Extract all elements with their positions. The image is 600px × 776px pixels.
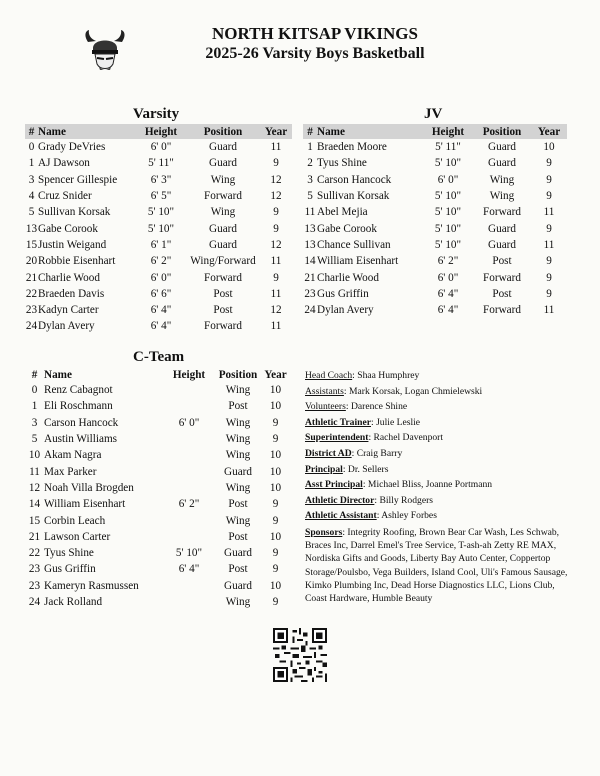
player-number: 5 (307, 190, 313, 203)
table-row (25, 578, 290, 594)
player-position: Post (492, 287, 512, 300)
viking-helmet-logo (82, 28, 128, 72)
staff-value: Shaa Humphrey (357, 370, 420, 381)
player-position: Wing (489, 190, 515, 203)
player-year: 9 (273, 206, 279, 219)
player-number: 0 (31, 384, 38, 397)
player-number: 5 (28, 206, 35, 219)
table-row (25, 496, 290, 512)
player-height (163, 398, 215, 414)
sponsors-block: Sponsors: Integrity Roofing, Brown Bear Car Wash, Les Schwab, Braces Inc, Darrel Emel's Tree Service, T-ash-ah Zetty RE MAX, Nordiska Gifts and Goods, Liberty Bay Auto Center, Coppertop Storage/Poulsbo, Vega Builders, Island Cool, Uli's Famous Sausage, Kimko Plumbing Inc, Dead Horse Diagnostics LLC, Lions Club, Coast Hardware, Humble Beauty (305, 526, 568, 604)
staff-line: Principal: Dr. Sellers (305, 463, 389, 475)
staff-value: Darence Shine (350, 401, 408, 413)
table-row (25, 382, 290, 398)
player-height: 6' 3" (150, 173, 172, 186)
table-row (25, 447, 290, 463)
player-name: AJ Dawson (38, 157, 90, 170)
player-name: Charlie Wood (317, 271, 379, 284)
player-name: Robbie Eisenhart (38, 255, 116, 268)
col-height: Height (136, 124, 186, 139)
col-height: Height (172, 368, 206, 381)
table-row (25, 269, 292, 285)
player-number: 10 (28, 449, 41, 462)
col-number: # (31, 368, 38, 381)
player-number: 0 (28, 141, 35, 154)
player-number: 22 (28, 547, 41, 560)
staff-value: Ashley Forbes (381, 510, 437, 522)
player-year: 10 (269, 400, 282, 413)
player-year: 9 (546, 173, 552, 186)
player-position: Guard (224, 547, 252, 560)
player-height: 6' 4" (150, 320, 172, 333)
table-row (25, 480, 290, 496)
player-name: Dylan Avery (38, 320, 95, 333)
player-name: Tyus Shine (44, 547, 94, 560)
player-year: 11 (543, 206, 555, 219)
player-number: 23 (304, 287, 316, 300)
table-row (303, 237, 567, 253)
player-height: 6' 0" (150, 141, 172, 154)
staff-line: Volunteers: Darence Shine (305, 401, 408, 413)
player-year: 12 (270, 190, 282, 203)
player-height: 6' 0" (437, 173, 459, 186)
player-number: 21 (25, 271, 38, 284)
player-number: 4 (28, 190, 35, 203)
player-year: 9 (272, 498, 279, 511)
player-year: 12 (270, 173, 282, 186)
player-name: Renz Cabagnot (44, 384, 113, 397)
player-position: Forward (204, 190, 242, 203)
player-position: Post (228, 563, 248, 576)
qr-code-icon (273, 627, 327, 683)
table-row (25, 139, 292, 155)
player-year: 11 (543, 304, 555, 317)
player-height: 6' 1" (150, 238, 172, 251)
player-year: 10 (269, 579, 282, 592)
player-position: Guard (224, 579, 252, 592)
col-position: Position (186, 124, 260, 139)
table-row (25, 512, 290, 528)
page-title: NORTH KITSAP VIKINGS (212, 24, 418, 43)
player-height: 5' 10" (175, 547, 203, 560)
player-year: 10 (269, 449, 282, 462)
player-name: Justin Weigand (38, 238, 107, 251)
player-position: Forward (204, 271, 242, 284)
player-name: Jack Rolland (44, 596, 103, 608)
table-row (25, 398, 290, 414)
table-row (25, 594, 290, 610)
player-position: Forward (483, 271, 521, 284)
player-year: 11 (543, 238, 555, 251)
player-year: 9 (546, 271, 552, 284)
player-name: Corbin Leach (44, 514, 106, 527)
player-position: Guard (488, 157, 516, 170)
player-name: William Eisenhart (317, 255, 399, 268)
player-year: 9 (546, 287, 552, 300)
player-number: 21 (28, 530, 41, 543)
player-number: 2 (307, 157, 313, 170)
player-position: Post (213, 287, 233, 300)
table-row (25, 415, 290, 431)
player-height (163, 431, 215, 447)
staff-line: Superintendent: Rachel Davenport (305, 432, 444, 444)
col-year: Year (264, 368, 287, 381)
col-number: # (25, 124, 38, 139)
staff-label: Sponsors (305, 526, 343, 538)
staff-value: Michael Bliss, Joanne Portmann (367, 479, 493, 491)
player-name: Cruz Snider (38, 190, 92, 203)
staff-line: Asst Principal: Michael Bliss, Joanne Portmann (305, 479, 493, 491)
player-name: Braeden Davis (38, 287, 105, 300)
player-height: 5' 10" (147, 222, 175, 235)
player-name: Carson Hancock (44, 416, 119, 429)
player-height: 6' 0" (150, 271, 172, 284)
varsity-table (25, 124, 292, 335)
player-year: 9 (273, 271, 279, 284)
player-name: Dylan Avery (317, 304, 374, 317)
player-year: 9 (273, 222, 279, 235)
staff-label: Asst Principal (305, 479, 363, 491)
table-row (25, 545, 290, 561)
player-height: 6' 4" (150, 304, 172, 317)
player-number: 23 (28, 579, 41, 592)
player-height (163, 594, 215, 610)
player-year: 9 (272, 596, 279, 608)
player-height: 6' 4" (437, 287, 459, 300)
player-position: Wing/Forward (190, 255, 256, 268)
player-year: 9 (272, 563, 279, 576)
staff-line: District AD: Craig Barry (305, 447, 403, 459)
player-number: 22 (25, 287, 38, 300)
player-height (163, 512, 215, 528)
table-row (25, 204, 292, 220)
table-row (25, 529, 290, 545)
cteam-heading: C-Team (133, 349, 185, 365)
table-row (303, 188, 567, 204)
player-year: 12 (270, 238, 282, 251)
player-height: 6' 2" (437, 255, 459, 268)
player-year: 9 (546, 255, 552, 268)
player-position: Forward (483, 304, 521, 317)
staff-label: Athletic Assistant (305, 510, 377, 522)
player-name: Gabe Corook (317, 222, 377, 235)
player-year: 10 (269, 384, 282, 397)
player-position: Post (228, 530, 248, 543)
player-name: Austin Williams (44, 433, 117, 446)
player-year: 9 (272, 433, 279, 446)
player-height (163, 447, 215, 463)
staff-line: Athletic Assistant: Ashley Forbes (305, 510, 437, 522)
col-name: Name (38, 124, 136, 139)
player-number: 15 (25, 238, 38, 251)
player-year: 10 (269, 465, 282, 478)
player-year: 9 (273, 157, 279, 170)
player-height (163, 382, 215, 398)
col-position: Position (218, 368, 258, 381)
player-position: Wing (225, 416, 251, 429)
table-row (25, 220, 292, 236)
player-number: 14 (28, 498, 41, 511)
sponsors-text: Integrity Roofing, Brown Bear Car Wash, Les Schwab, Braces Inc, Darrel Emel's Tree Service, T-ash-ah Zetty RE MAX, Nordiska Gifts and Goods, Liberty Bay Auto Center, Coppertop Storage/Poulsbo, Vega Builders, Island Cool, Uli's Famous Sausage, Kimko Plumbing Inc, Dead Horse Diagnostics LLC, Lions Club, Coast Hardware, Humble Beauty (305, 526, 568, 604)
player-name: Eli Roschmann (44, 400, 113, 413)
staff-value: Rachel Davenport (373, 432, 444, 444)
player-number: 1 (28, 157, 35, 170)
player-number: 5 (31, 433, 38, 446)
player-position: Guard (488, 238, 516, 251)
staff-value: Mark Korsak, Logan Chmielewski (349, 385, 483, 397)
table-row (303, 269, 567, 285)
varsity-heading: Varsity (133, 106, 180, 122)
table-row (303, 204, 567, 220)
player-number: 23 (25, 304, 38, 317)
table-row (25, 172, 292, 188)
player-number: 11 (304, 206, 316, 219)
player-name: Abel Mejia (317, 206, 368, 219)
player-name: Lawson Carter (44, 530, 111, 543)
table-row (25, 188, 292, 204)
player-height (163, 480, 215, 496)
player-year: 9 (546, 222, 552, 235)
table-row (303, 253, 567, 269)
table-row (25, 561, 290, 577)
player-year: 10 (269, 530, 282, 543)
player-position: Wing (225, 384, 251, 397)
player-position: Wing (210, 173, 236, 186)
table-row (25, 286, 292, 302)
player-year: 9 (272, 514, 279, 527)
player-name: Gus Griffin (44, 563, 96, 576)
player-height: 5' 10" (434, 206, 462, 219)
player-position: Forward (483, 206, 521, 219)
player-number: 12 (28, 481, 41, 494)
col-name: Name (44, 368, 72, 381)
player-number: 14 (304, 255, 316, 268)
player-name: William Eisenhart (44, 498, 126, 511)
player-number: 1 (31, 400, 38, 413)
player-year: 11 (270, 141, 282, 154)
staff-line: Head Coach: Shaa Humphrey (305, 370, 420, 381)
player-position: Wing (225, 481, 251, 494)
player-number: 20 (25, 255, 38, 268)
player-height (163, 463, 215, 479)
player-year: 11 (270, 320, 282, 333)
player-height: 6' 2" (178, 498, 200, 511)
player-position: Wing (489, 173, 515, 186)
player-year: 10 (543, 141, 555, 154)
player-height: 6' 0" (437, 271, 459, 284)
staff-line: Assistants: Mark Korsak, Logan Chmielewski (305, 385, 483, 397)
player-position: Post (213, 304, 233, 317)
player-name: Max Parker (44, 465, 97, 478)
player-name: Sullivan Korsak (317, 190, 390, 203)
staff-label: Athletic Director (305, 494, 375, 506)
player-number: 3 (28, 173, 35, 186)
player-position: Post (228, 498, 248, 511)
table-row (303, 302, 567, 318)
player-number: 13 (304, 222, 316, 235)
staff-label: Superintendent (305, 432, 369, 444)
table-row (25, 302, 292, 318)
player-position: Post (492, 255, 512, 268)
player-name: Spencer Gillespie (38, 173, 118, 186)
player-year: 9 (272, 416, 279, 429)
player-height: 6' 2" (150, 255, 172, 268)
player-position: Post (228, 400, 248, 413)
player-height (163, 529, 215, 545)
player-number: 3 (31, 416, 38, 429)
staff-line: Athletic Trainer: Julie Leslie (305, 416, 421, 428)
player-number: 13 (304, 238, 316, 251)
player-number: 24 (304, 304, 316, 317)
player-height: 5' 11" (148, 157, 174, 170)
player-number: 1 (307, 141, 313, 154)
table-row (25, 237, 292, 253)
player-position: Wing (210, 206, 236, 219)
table-row (303, 139, 567, 155)
player-height: 5' 10" (434, 190, 462, 203)
player-year: 9 (546, 190, 552, 203)
table-row (303, 286, 567, 302)
table-row (25, 431, 290, 447)
player-position: Guard (488, 141, 516, 154)
table-row (25, 253, 292, 269)
player-name: Gus Griffin (317, 287, 369, 300)
player-position: Wing (225, 433, 251, 446)
page-subtitle: 2025-26 Varsity Boys Basketball (205, 45, 425, 62)
player-name: Chance Sullivan (317, 238, 391, 251)
player-position: Guard (209, 157, 237, 170)
player-position: Wing (225, 596, 251, 608)
player-year: 9 (546, 157, 552, 170)
table-row (25, 155, 292, 171)
player-name: Sullivan Korsak (38, 206, 111, 219)
player-height: 6' 0" (178, 416, 200, 429)
player-name: Akam Nagra (44, 449, 102, 462)
staff-list (305, 368, 575, 605)
staff-label: Athletic Trainer (305, 416, 371, 428)
player-name: Grady DeVries (38, 141, 106, 154)
player-name: Noah Villa Brogden (44, 481, 134, 494)
cteam-table (25, 367, 290, 610)
jv-table (303, 124, 567, 318)
col-year: Year (260, 124, 292, 139)
player-position: Guard (209, 238, 237, 251)
col-name: Name (317, 124, 423, 139)
jv-heading: JV (424, 106, 443, 122)
table-row (303, 220, 567, 236)
player-number: 21 (304, 271, 316, 284)
player-height: 6' 4" (437, 304, 459, 317)
player-height: 6' 6" (150, 287, 172, 300)
col-height: Height (423, 124, 473, 139)
player-position: Wing (225, 514, 251, 527)
col-number: # (303, 124, 317, 139)
player-year: 9 (272, 547, 279, 560)
player-year: 11 (270, 287, 282, 300)
table-row (303, 155, 567, 171)
table-row (25, 318, 292, 334)
table-row (25, 463, 290, 479)
player-height: 6' 5" (150, 190, 172, 203)
player-year: 10 (269, 481, 282, 494)
staff-label: Volunteers (305, 401, 346, 413)
player-height: 5' 10" (434, 238, 462, 251)
staff-line: Athletic Director: Billy Rodgers (305, 494, 434, 506)
player-number: 15 (28, 514, 41, 527)
staff-label: Principal (305, 463, 343, 475)
player-year: 12 (270, 304, 282, 317)
player-height: 5' 11" (435, 141, 461, 154)
player-height: 6' 4" (178, 563, 200, 576)
player-position: Guard (488, 222, 516, 235)
staff-label: Assistants (305, 385, 344, 397)
player-number: 11 (29, 465, 40, 478)
player-height: 5' 10" (147, 206, 175, 219)
staff-label: District AD (305, 447, 352, 459)
player-name: Kadyn Carter (38, 304, 99, 317)
player-number: 24 (25, 320, 38, 333)
staff-value: Craig Barry (356, 447, 403, 459)
player-height: 5' 10" (434, 157, 462, 170)
player-number: 23 (28, 563, 41, 576)
player-number: 24 (28, 596, 41, 608)
player-name: Braeden Moore (317, 141, 387, 154)
player-position: Guard (209, 141, 237, 154)
player-name: Gabe Corook (38, 222, 98, 235)
staff-value: Dr. Sellers (347, 463, 389, 475)
player-height (163, 578, 215, 594)
staff-value: Julie Leslie (376, 416, 421, 428)
staff-value: Billy Rodgers (379, 494, 434, 506)
player-number: 13 (25, 222, 38, 235)
player-position: Guard (209, 222, 237, 235)
player-name: Carson Hancock (317, 173, 392, 186)
col-position: Position (473, 124, 531, 139)
player-name: Charlie Wood (38, 271, 100, 284)
col-year: Year (531, 124, 567, 139)
player-name: Kameryn Rasmussen (44, 579, 139, 592)
table-row (303, 172, 567, 188)
player-position: Guard (224, 465, 252, 478)
player-position: Forward (204, 320, 242, 333)
player-position: Wing (225, 449, 251, 462)
player-year: 11 (270, 255, 282, 268)
staff-label: Head Coach (305, 370, 353, 381)
player-number: 3 (307, 173, 313, 186)
player-height: 5' 10" (434, 222, 462, 235)
player-name: Tyus Shine (317, 157, 367, 170)
